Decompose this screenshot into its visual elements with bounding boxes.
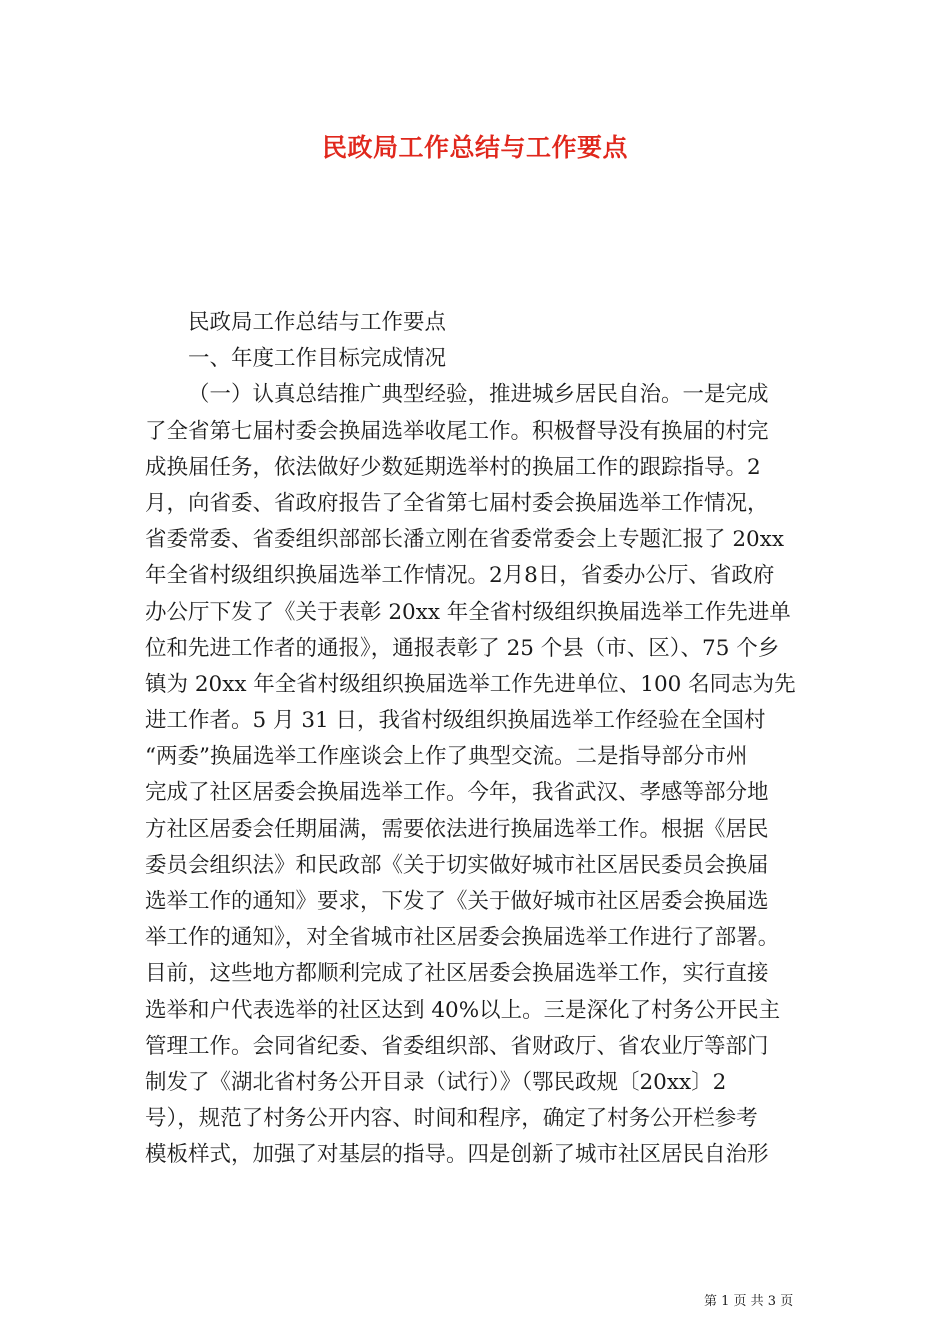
paragraph-line: 委员会组织法》和民政部《关于切实做好城市社区居民委员会换届: [145, 852, 769, 878]
paragraph-line: 号），规范了村务公开内容、时间和程序，确定了村务公开栏参考: [145, 1106, 758, 1132]
document-body: [145, 305, 825, 1174]
paragraph-line: 镇为 20xx 年全省村级组织换届选举工作先进单位、100 名同志为先: [145, 671, 796, 697]
paragraph-line: “两委”换届选举工作座谈会上作了典型交流。二是指导部分市州: [145, 744, 748, 770]
paragraph-line: 成换届任务，依法做好少数延期选举村的换届工作的跟踪指导。2: [145, 454, 761, 480]
paragraph-line: 方社区居委会任期届满，需要依法进行换届选举工作。根据《居民: [145, 816, 769, 842]
paragraph-line: 了全省第七届村委会换届选举收尾工作。积极督导没有换届的村完: [145, 418, 769, 444]
paragraph-line: 目前，这些地方都顺利完成了社区居委会换届选举工作，实行直接: [145, 961, 769, 987]
paragraph-line: 月，向省委、省政府报告了全省第七届村委会换届选举工作情况，: [145, 490, 769, 516]
page-number: 第 1 页 共 3 页: [704, 1294, 794, 1309]
document-title: 民政局工作总结与工作要点: [321, 133, 628, 162]
paragraph-line: 模板样式，加强了对基层的指导。四是创新了城市社区居民自治形: [145, 1142, 769, 1168]
section-heading: 一、年度工作目标完成情况: [188, 346, 447, 372]
paragraph-line: 进工作者。5 月 31 日，我省村级组织换届选举工作经验在全国村: [145, 708, 766, 734]
paragraph-line: 年全省村级组织换届选举工作情况。2月8日，省委办公厅、省政府: [145, 563, 775, 589]
paragraph-line: 管理工作。会同省纪委、省委组织部、省财政厅、省农业厅等部门: [145, 1033, 769, 1059]
body-heading: 民政局工作总结与工作要点: [188, 310, 447, 335]
paragraph-line: （一）认真总结推广典型经验，推进城乡居民自治。一是完成: [188, 382, 769, 408]
paragraph-line: 位和先进工作者的通报》，通报表彰了 25 个县（市、区）、75 个乡: [145, 635, 780, 661]
paragraph-line: 选举和户代表选举的社区达到 40%以上。三是深化了村务公开民主: [145, 997, 781, 1023]
paragraph-line: 省委常委、省委组织部部长潘立刚在省委常委会上专题汇报了 20xx: [145, 527, 784, 553]
paragraph-line: 举工作的通知》，对全省城市社区居委会换届选举工作进行了部署。: [145, 925, 780, 951]
paragraph-line: 制发了《湖北省村务公开目录（试行）》（鄂民政规〔20xx〕2: [145, 1069, 727, 1095]
paragraph-line: 选举工作的通知》要求，下发了《关于做好城市社区居委会换届选: [145, 889, 769, 914]
paragraph-line: 完成了社区居委会换届选举工作。今年，我省武汉、孝感等部分地: [145, 780, 769, 806]
paragraph-line: 办公厅下发了《关于表彰 20xx 年全省村级组织换届选举工作先进单: [145, 599, 791, 625]
